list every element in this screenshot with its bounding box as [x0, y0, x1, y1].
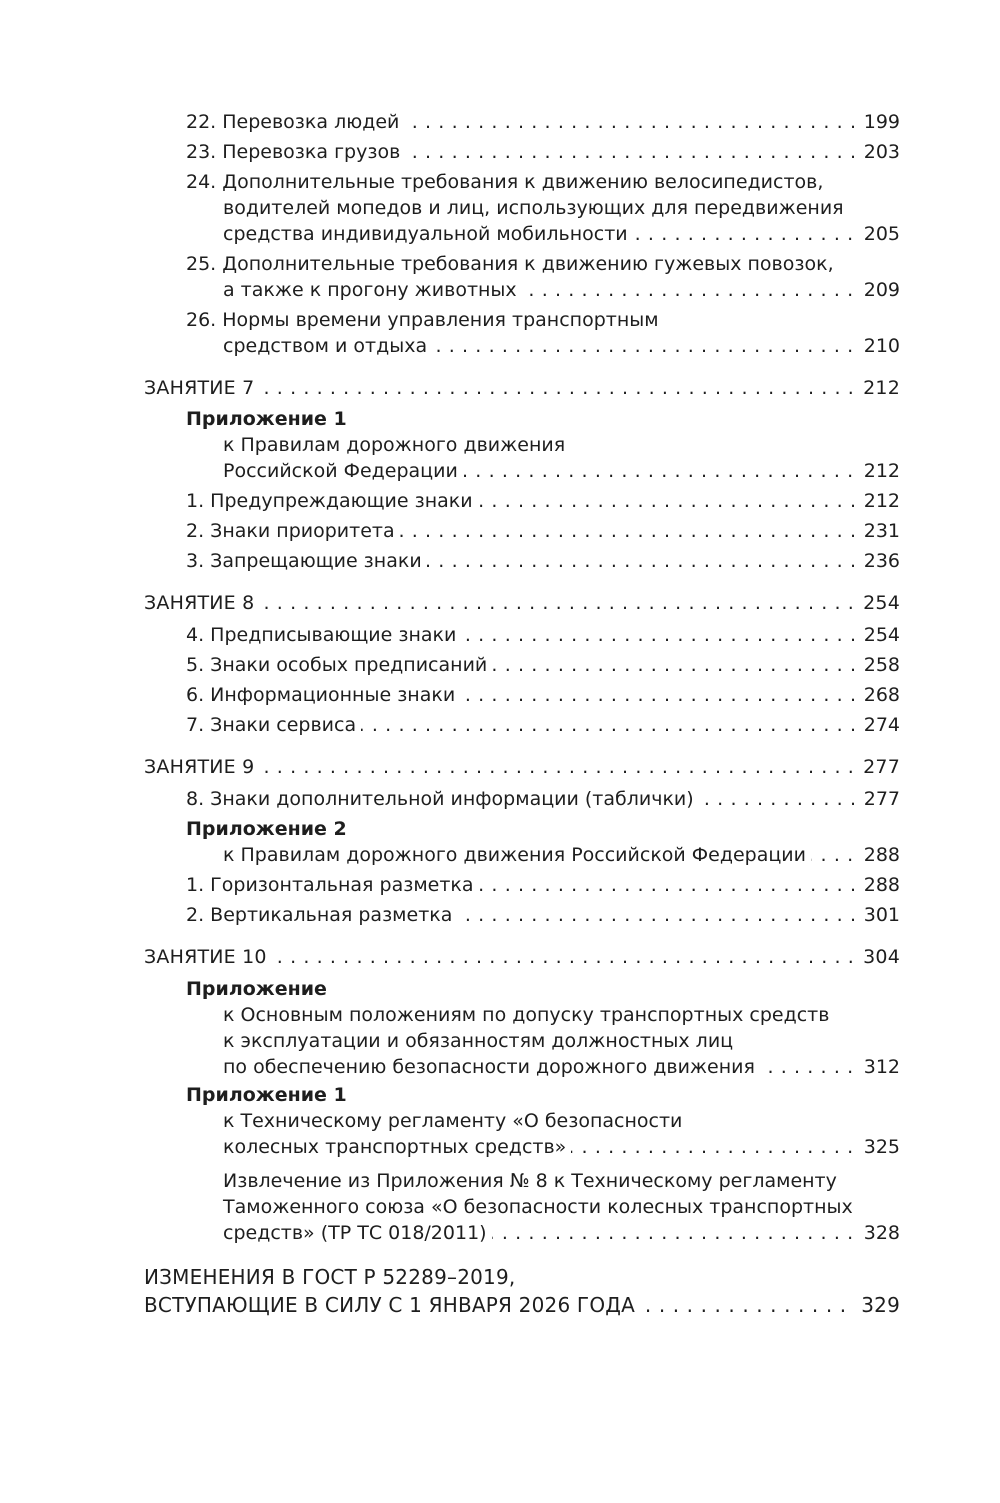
toc-entry-page: 329 [855, 1290, 900, 1320]
toc-entry-title: 26. Нормы времени управления транспортным [186, 309, 659, 331]
toc-entry[interactable] [186, 488, 1000, 514]
toc-entry-title: 1. Предупреждающие знаки [186, 488, 478, 514]
toc-entry-page: 258 [858, 652, 900, 678]
toc-entry-title: 6. Информационные знаки [186, 682, 460, 708]
toc-entry-title: Извлечение из Приложения № 8 к Техническому регламенту [223, 1170, 837, 1192]
toc-entry-title-continued: водителей мопедов и лиц, использующих для передвижения [223, 197, 844, 219]
toc-entry-title: к Основным положениям по допуску транспортных средств [223, 1004, 830, 1026]
toc-entry-title: ИЗМЕНЕНИЯ В ГОСТ Р 52289–2019, [144, 1265, 516, 1289]
appendix-heading: Приложение 2 [186, 818, 347, 840]
toc-entry-page: 328 [858, 1220, 900, 1246]
toc-entry-title-continued: средством и отдыха [223, 333, 432, 359]
toc-entry[interactable] [223, 432, 1000, 484]
toc-entry-page: 277 [858, 786, 900, 812]
toc-lesson-title: ЗАНЯТИЕ 7 [144, 375, 259, 401]
toc-entry-title: к Техническому регламенту «О безопасности [223, 1110, 683, 1132]
toc-entry[interactable] [186, 902, 1000, 928]
toc-entry-title-continued: а также к прогону животных [223, 277, 522, 303]
toc-entry-page: 212 [858, 488, 900, 514]
table-of-contents [0, 109, 1000, 1320]
toc-entry-title: 2. Знаки приоритета [186, 518, 400, 544]
toc-entry[interactable] [186, 682, 1000, 708]
toc-entry[interactable] [186, 712, 1000, 738]
toc-entry[interactable] [186, 518, 1000, 544]
toc-entry-page: 203 [858, 139, 900, 165]
toc-entry-title-continued: средства индивидуальной мобильности [223, 221, 633, 247]
toc-entry[interactable] [186, 548, 1000, 574]
toc-entry[interactable] [186, 872, 1000, 898]
toc-entry[interactable] [186, 169, 1000, 247]
toc-entry[interactable] [186, 622, 1000, 648]
toc-entry-page: 301 [858, 902, 900, 928]
toc-entry-title: 8. Знаки дополнительной информации (таблички) [186, 786, 699, 812]
toc-entry-page: 274 [858, 712, 900, 738]
toc-entry-page: 212 [857, 375, 900, 401]
toc-entry-page: 254 [857, 590, 900, 616]
toc-entry-title-continued: по обеспечению безопасности дорожного движения [223, 1054, 760, 1080]
toc-entry[interactable] [186, 307, 1000, 359]
toc-entry[interactable] [223, 1108, 1000, 1160]
toc-entry-page: 210 [858, 333, 900, 359]
toc-entry-page: 268 [858, 682, 900, 708]
appendix-heading: Приложение 1 [186, 408, 347, 430]
toc-entry-title: 25. Дополнительные требования к движению гужевых повозок, [186, 253, 834, 275]
toc-entry-title: 7. Знаки сервиса [186, 712, 361, 738]
toc-entry-title: 22. Перевозка людей [186, 109, 404, 135]
toc-entry-page: 205 [858, 221, 900, 247]
toc-entry-page: 236 [858, 548, 900, 574]
toc-entry-title: 4. Предписывающие знаки [186, 622, 461, 648]
toc-entry-page: 288 [858, 842, 900, 868]
toc-entry-title: 3. Запрещающие знаки [186, 548, 427, 574]
toc-lesson-7[interactable] [144, 375, 1000, 401]
toc-entry-page: 212 [858, 458, 900, 484]
toc-appendix-heading [186, 406, 1000, 432]
toc-entry-title: 5. Знаки особых предписаний [186, 652, 492, 678]
toc-entry-title: 1. Горизонтальная разметка [186, 872, 479, 898]
toc-entry-page: 199 [858, 109, 900, 135]
toc-entry[interactable] [223, 1002, 1000, 1080]
toc-entry-title: к Правилам дорожного движения Российской Федерации [223, 842, 811, 868]
toc-entry-page: 288 [858, 872, 900, 898]
toc-lesson-8[interactable] [144, 590, 1000, 616]
toc-entry[interactable] [186, 251, 1000, 303]
toc-entry-page: 277 [857, 754, 900, 780]
toc-entry-title: 24. Дополнительные требования к движению велосипедистов, [186, 171, 824, 193]
toc-entry[interactable] [223, 842, 1000, 868]
toc-entry-title-continued: средств» (ТР ТС 018/2011) [223, 1220, 492, 1246]
toc-entry[interactable] [223, 1168, 1000, 1246]
toc-changes-entry[interactable] [144, 1264, 1000, 1320]
toc-entry-title: 23. Перевозка грузов [186, 139, 405, 165]
toc-appendix-heading [186, 976, 1000, 1002]
toc-entry-page: 231 [858, 518, 900, 544]
appendix-heading: Приложение 1 [186, 1084, 347, 1106]
toc-lesson-10[interactable] [144, 944, 1000, 970]
toc-lesson-title: ЗАНЯТИЕ 10 [144, 944, 272, 970]
toc-entry-title-continued: Таможенного союза «О безопасности колесных транспортных [223, 1196, 853, 1218]
toc-entry-title-continued: колесных транспортных средств» [223, 1134, 571, 1160]
toc-entry-title-continued: ВСТУПАЮЩИЕ В СИЛУ С 1 ЯНВАРЯ 2026 ГОДА [144, 1290, 640, 1320]
toc-entry[interactable] [186, 139, 1000, 165]
toc-entry-page: 325 [858, 1134, 900, 1160]
toc-entry-page: 209 [858, 277, 900, 303]
toc-lesson-9[interactable] [144, 754, 1000, 780]
toc-appendix-heading [186, 816, 1000, 842]
toc-entry-page: 312 [858, 1054, 900, 1080]
toc-lesson-title: ЗАНЯТИЕ 9 [144, 754, 259, 780]
toc-entry[interactable] [186, 786, 1000, 812]
toc-entry-page: 304 [857, 944, 900, 970]
toc-entry-title: 2. Вертикальная разметка [186, 902, 457, 928]
toc-entry[interactable] [186, 652, 1000, 678]
appendix-heading: Приложение [186, 978, 327, 1000]
toc-lesson-title: ЗАНЯТИЕ 8 [144, 590, 259, 616]
toc-appendix-heading [186, 1082, 1000, 1108]
toc-entry-title-continued: Российской Федерации [223, 458, 463, 484]
toc-entry[interactable] [186, 109, 1000, 135]
toc-entry-page: 254 [858, 622, 900, 648]
toc-entry-title: к Правилам дорожного движения [223, 434, 566, 456]
toc-entry-title-continued: к эксплуатации и обязанностям должностных лиц [223, 1030, 734, 1052]
